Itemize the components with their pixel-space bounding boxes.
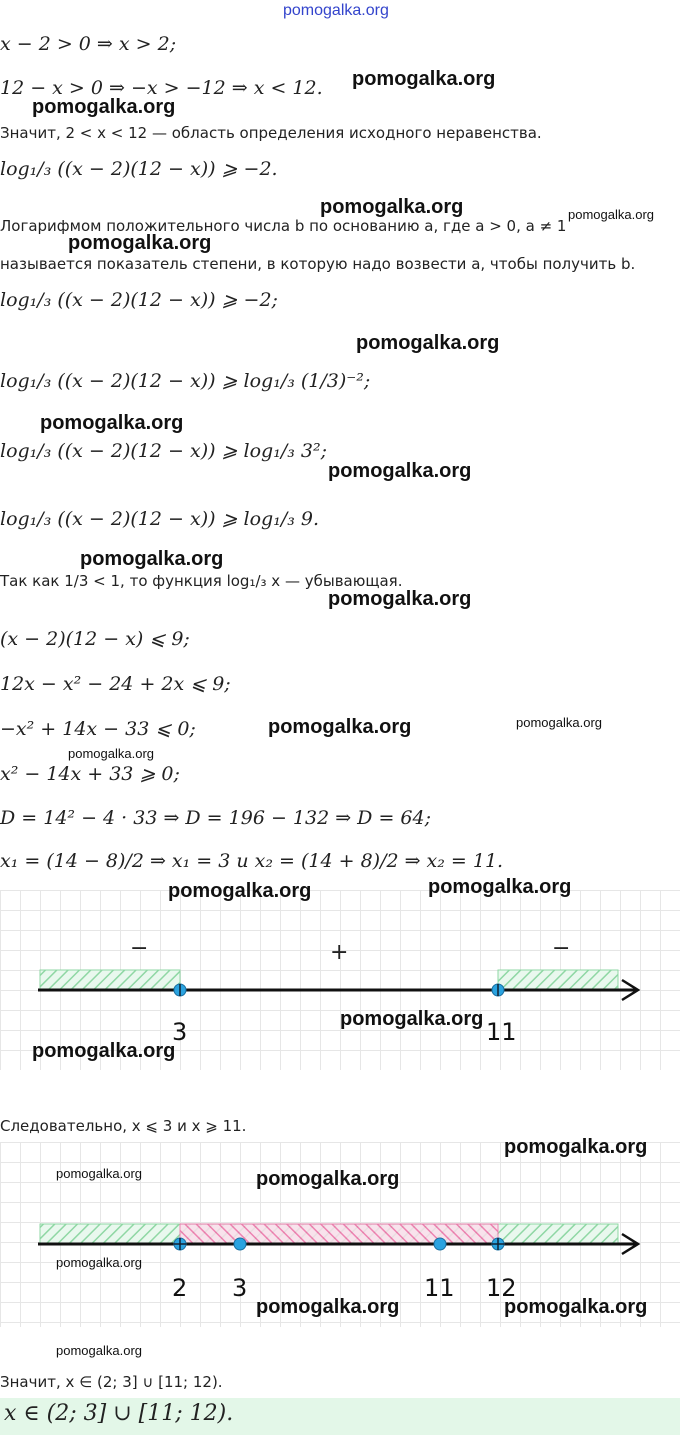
line-14: −x² + 14x − 33 ⩽ 0;	[0, 718, 196, 740]
watermark: pomogalka.org	[568, 207, 654, 222]
watermark: pomogalka.org	[328, 460, 472, 482]
watermark: pomogalka.org	[340, 1008, 484, 1030]
point-3	[234, 1238, 246, 1250]
sign-minus-left: −	[130, 936, 149, 961]
line-4: log₁/₃ ((x − 2)(12 − x)) ⩾ −2.	[0, 158, 278, 180]
line-2: 12 − x > 0 ⇒ −x > −12 ⇒ x < 12.	[0, 77, 323, 99]
watermark: pomogalka.org	[32, 96, 176, 118]
label-11: 11	[424, 1274, 455, 1302]
watermark: pomogalka.org	[80, 548, 224, 570]
hatch-left	[40, 970, 180, 990]
line-12: (x − 2)(12 − x) ⩽ 9;	[0, 628, 190, 650]
watermark: pomogalka.org	[356, 332, 500, 354]
watermark: pomogalka.org	[256, 1168, 400, 1190]
watermark: pomogalka.org	[328, 588, 472, 610]
watermark: pomogalka.org	[428, 876, 572, 898]
line-7: log₁/₃ ((x − 2)(12 − x)) ⩾ −2;	[0, 289, 278, 311]
line-6: называется показатель степени, в которую надо возвести a, чтобы получить b.	[0, 255, 636, 273]
watermark: pomogalka.org	[56, 1255, 142, 1270]
line-3: Значит, 2 < x < 12 — область определения исходного неравенства.	[0, 124, 542, 142]
watermark: pomogalka.org	[68, 232, 212, 254]
watermark: pomogalka.org	[40, 412, 184, 434]
watermark: pomogalka.org	[32, 1040, 176, 1062]
hatch-right	[498, 970, 618, 990]
line-10: log₁/₃ ((x − 2)(12 − x)) ⩾ log₁/₃ 9.	[0, 508, 320, 530]
line-13: 12x − x² − 24 + 2x ⩽ 9;	[0, 673, 231, 695]
label-3: 3	[172, 1018, 188, 1046]
label-2: 2	[172, 1274, 188, 1302]
line-1: x − 2 > 0 ⇒ x > 2;	[0, 33, 177, 55]
watermark: pomogalka.org	[504, 1296, 648, 1318]
hatch-pink	[180, 1224, 498, 1244]
line-15: x² − 14x + 33 ⩾ 0;	[0, 763, 180, 785]
watermark: pomogalka.org	[68, 746, 154, 761]
top-watermark: pomogalka.org	[283, 2, 389, 19]
point-11	[434, 1238, 446, 1250]
line-17: x₁ = (14 − 8)/2 ⇒ x₁ = 3 и x₂ = (14 + 8)/2 ⇒ x₂ = 11.	[0, 850, 504, 872]
line-16: D = 14² − 4 · 33 ⇒ D = 196 − 132 ⇒ D = 64;	[0, 807, 431, 829]
sign-plus: +	[330, 940, 349, 965]
line-18: Следовательно, x ⩽ 3 и x ⩾ 11.	[0, 1117, 247, 1135]
line-9: log₁/₃ ((x − 2)(12 − x)) ⩾ log₁/₃ 3²;	[0, 440, 327, 462]
line-5: Логарифмом положительного числа b по основанию a, где a > 0, a ≠ 1	[0, 217, 567, 235]
watermark: pomogalka.org	[268, 716, 412, 738]
watermark: pomogalka.org	[320, 196, 464, 218]
watermark: pomogalka.org	[516, 715, 602, 730]
label-3: 3	[232, 1274, 248, 1302]
watermark: pomogalka.org	[352, 68, 496, 90]
answer-box	[0, 1398, 680, 1435]
line-11: Так как 1/3 < 1, то функция log₁/₃ x — убывающая.	[0, 572, 403, 590]
watermark: pomogalka.org	[504, 1136, 648, 1158]
answer-text: x ∈ (2; 3] ∪ [11; 12).	[4, 1401, 234, 1426]
watermark: pomogalka.org	[56, 1343, 142, 1358]
watermark: pomogalka.org	[56, 1166, 142, 1181]
label-11: 11	[486, 1018, 517, 1046]
watermark: pomogalka.org	[168, 880, 312, 902]
line-8: log₁/₃ ((x − 2)(12 − x)) ⩾ log₁/₃ (1/3)⁻²;	[0, 370, 371, 392]
watermark: pomogalka.org	[256, 1296, 400, 1318]
line-19: Значит, x ∈ (2; 3] ∪ [11; 12).	[0, 1373, 223, 1391]
label-12: 12	[486, 1274, 517, 1302]
sign-minus-right: −	[552, 936, 571, 961]
